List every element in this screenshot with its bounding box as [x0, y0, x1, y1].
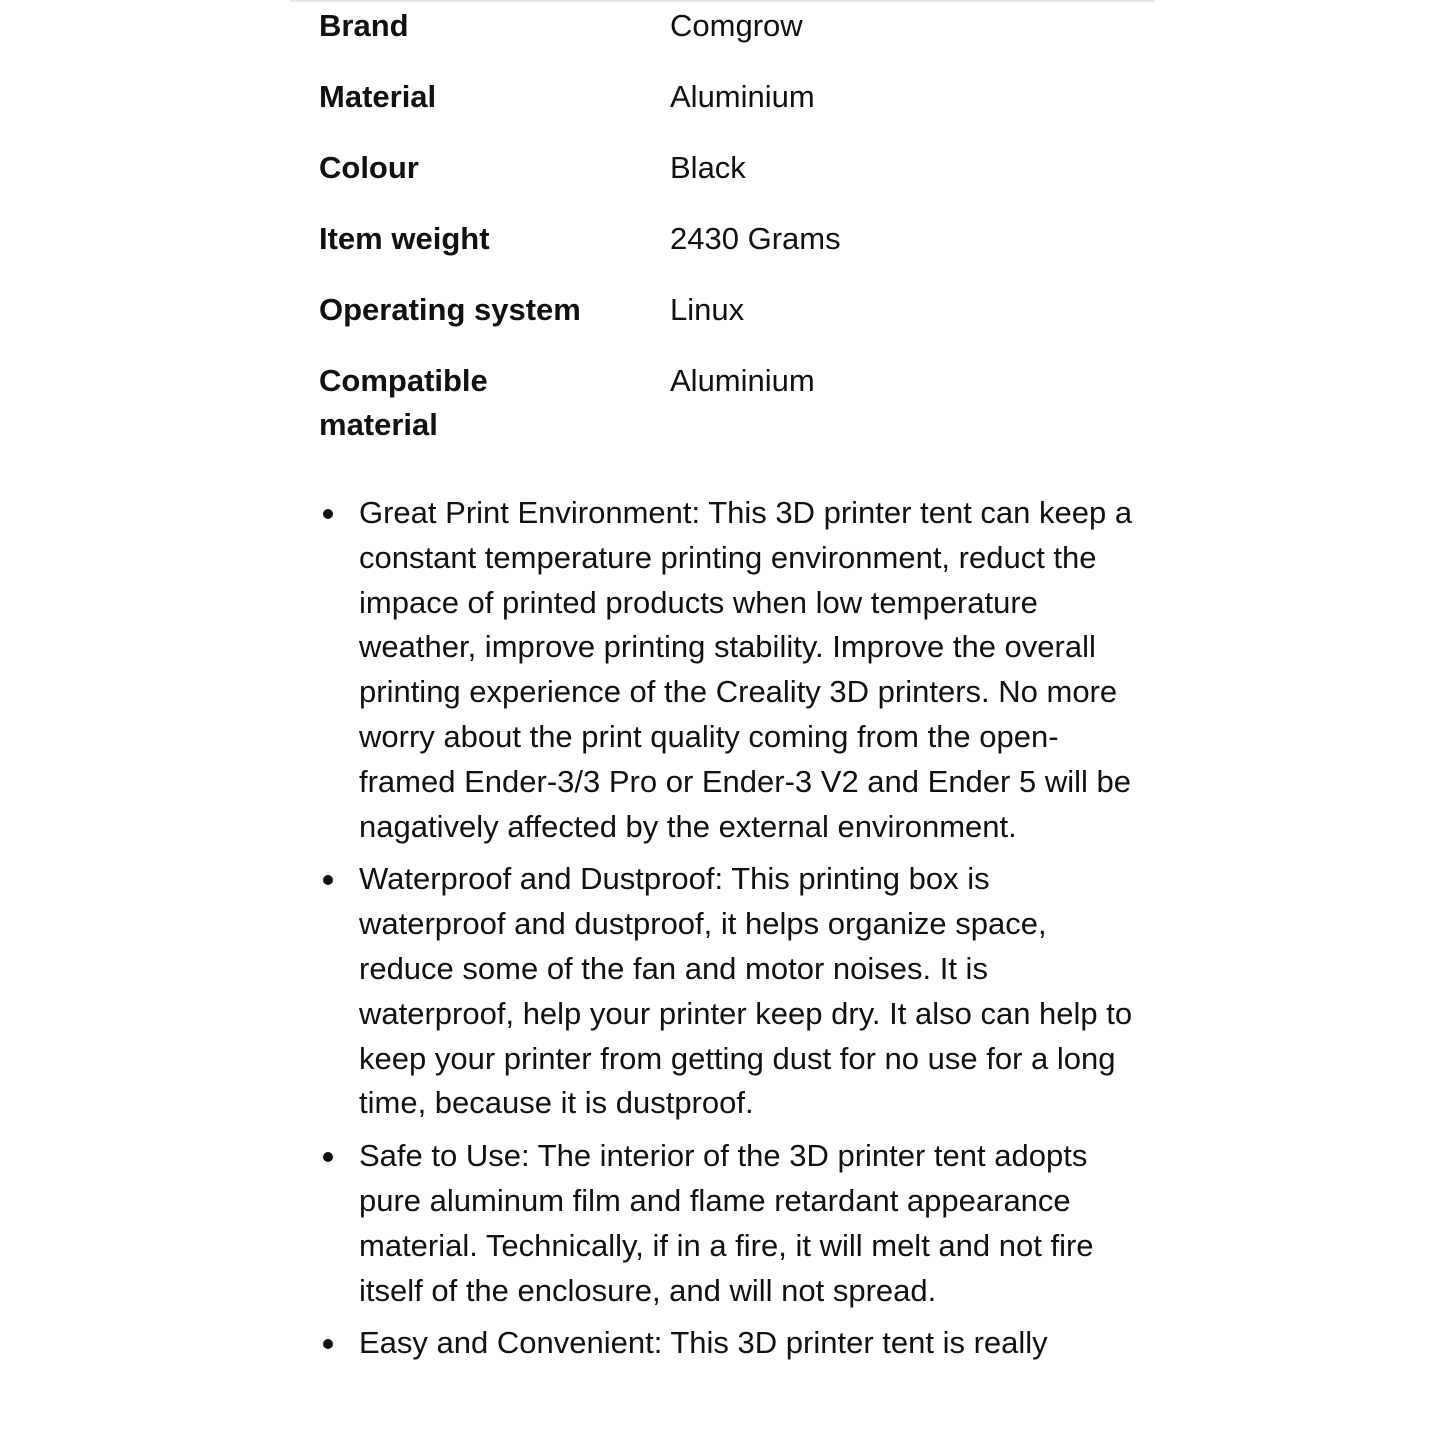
- bullet-item: [319, 491, 1139, 849]
- spec-value: 2430 Grams: [670, 221, 841, 256]
- bullet-dot-icon: [323, 875, 333, 885]
- spec-value: Comgrow: [670, 8, 803, 43]
- spec-row-colour: [319, 146, 1139, 190]
- bullet-item: [319, 857, 1139, 1126]
- spec-value: Linux: [670, 292, 745, 327]
- spec-label: Item weight: [319, 221, 490, 256]
- bullet-text: Waterproof and Dustproof: This printing box is waterproof and dustproof, it helps organize space, reduce some of the fan and motor noises. It is waterproof, help your printer keep dry. It also can help to keep your printer from getting dust for no use for a long time, because it is dustproof.: [359, 861, 1133, 1121]
- spec-table: [319, 4, 1139, 447]
- bullet-item: [319, 1321, 1139, 1366]
- spec-row-item-weight: [319, 217, 1139, 261]
- bullet-dot-icon: [323, 1339, 333, 1349]
- spec-label: Compatible material: [319, 363, 488, 442]
- feature-bullet-list: [319, 491, 1139, 1366]
- spec-value: Black: [670, 150, 746, 185]
- spec-label: Colour: [319, 150, 419, 185]
- spec-value: Aluminium: [670, 363, 815, 398]
- product-details: [319, 0, 1139, 1374]
- bullet-dot-icon: [323, 509, 333, 519]
- bullet-dot-icon: [323, 1152, 333, 1162]
- spec-row-brand: [319, 4, 1139, 48]
- bullet-text: Great Print Environment: This 3D printer tent can keep a constant temperature printing environment, reduct the impace of printed products when low temperature weather, improve printing stability. Improve the overall printing experience of the Creality 3D printers. No more worry about the print quality coming from the open-framed Ender-3/3 Pro or Ender-3 V2 and Ender 5 will be nagatively affected by the external environment.: [359, 495, 1133, 844]
- spec-label: Material: [319, 79, 437, 114]
- spec-row-compatible-material: [319, 359, 1139, 447]
- spec-value: Aluminium: [670, 79, 815, 114]
- spec-label: Brand: [319, 8, 409, 43]
- bullet-text: Easy and Convenient: This 3D printer tent is really: [359, 1325, 1048, 1361]
- spec-row-operating-system: [319, 288, 1139, 332]
- spec-label: Operating system: [319, 292, 581, 327]
- bullet-text: Safe to Use: The interior of the 3D printer tent adopts pure aluminum film and flame retardant appearance material. Technically, if in a fire, it will melt and not fire itself of the enclosure, and will not spread.: [359, 1138, 1094, 1308]
- spec-row-material: [319, 75, 1139, 119]
- bullet-item: [319, 1134, 1139, 1313]
